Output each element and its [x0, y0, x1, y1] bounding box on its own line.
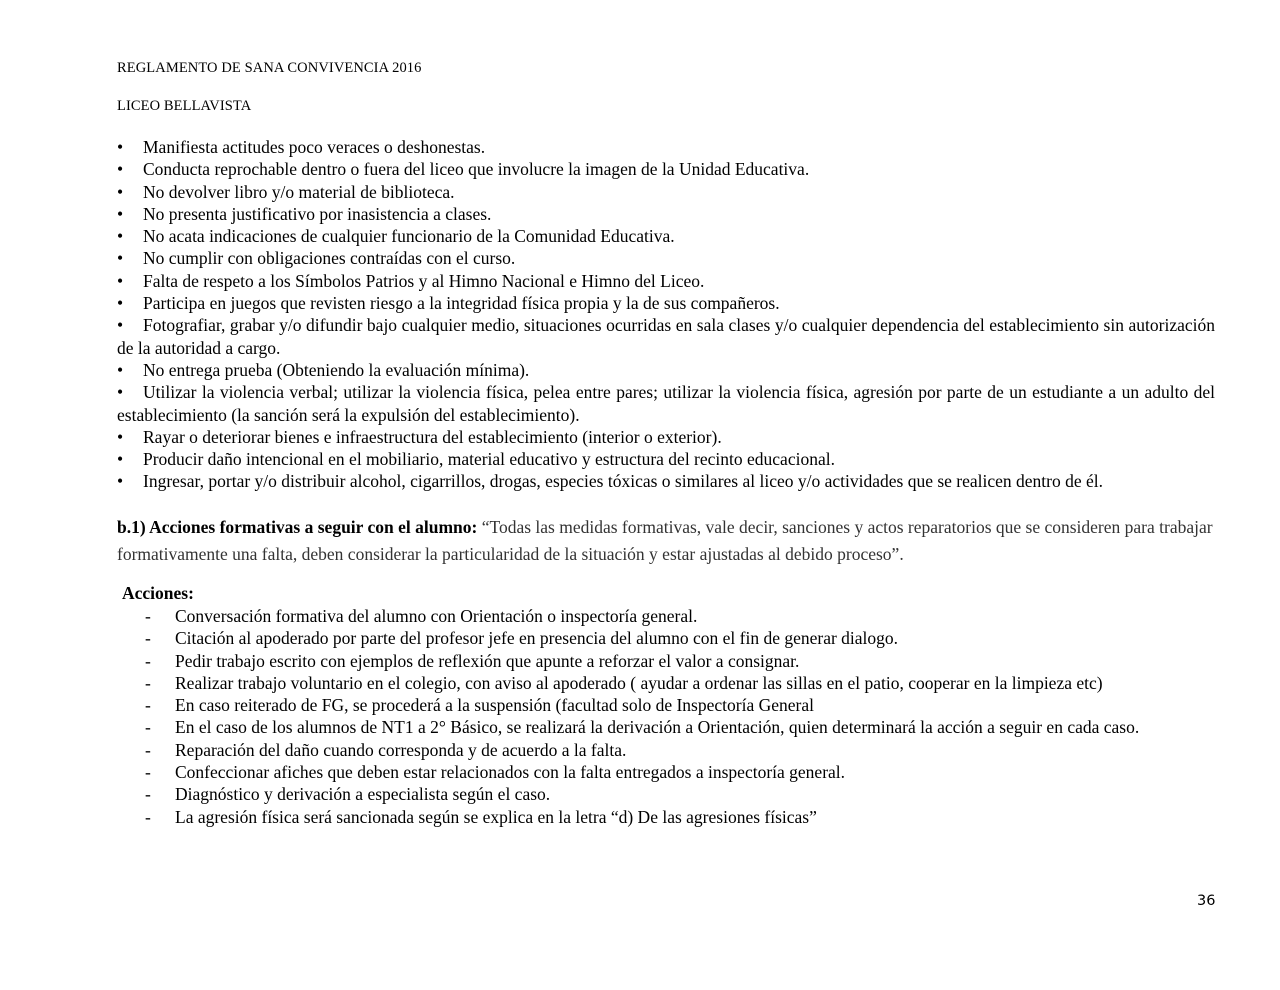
section-b1-quote: “Todas las medidas formativas, vale decir, sanciones y actos reparatorios que se consideren para trabajar formativamente una falta, deben considerar la particularidad de la situación y estar ajustadas al debido proceso”. — [117, 517, 1213, 564]
dash-icon: - — [145, 784, 151, 805]
list-item: - Reparación del daño cuando corresponda y de acuerdo a la falta. — [145, 739, 627, 760]
bullet-icon: • — [117, 426, 124, 447]
list-item: • Conducta reprochable dentro o fuera del liceo que involucre la imagen de la Unidad Educativa. — [117, 159, 810, 180]
list-item: • No entrega prueba (Obteniendo la evaluación mínima). — [117, 359, 530, 380]
bullet-icon: • — [117, 449, 124, 470]
document-header-school: LICEO BELLAVISTA — [117, 98, 252, 114]
bullet-icon: • — [117, 293, 124, 314]
list-item: • Falta de respeto a los Símbolos Patrios y al Himno Nacional e Himno del Liceo. — [117, 270, 705, 291]
bullet-icon: • — [117, 226, 124, 247]
list-item: - Citación al apoderado por parte del profesor jefe en presencia del alumno con el fin de generar dialogo. — [145, 628, 899, 649]
list-item: • Utilizar la violencia verbal; utilizar la violencia física, pelea entre pares; utilizar la violencia física, agresión por parte de un estudiante a un adulto del establecimiento (la sanción será la expulsión del establecimiento). — [117, 382, 1215, 425]
list-item: • No devolver libro y/o material de biblioteca. — [117, 181, 455, 202]
list-item: - Diagnóstico y derivación a especialista según el caso. — [145, 784, 551, 805]
bullet-icon: • — [117, 203, 124, 224]
document-header-title: REGLAMENTO DE SANA CONVIVENCIA 2016 — [117, 60, 422, 76]
list-item: - Conversación formativa del alumno con Orientación o inspectoría general. — [145, 606, 698, 626]
dash-icon: - — [145, 695, 151, 716]
list-item: - La agresión física será sancionada según se explica en la letra “d) De las agresiones físicas” — [145, 806, 817, 827]
bullet-icon: • — [117, 248, 124, 269]
bullet-icon: • — [117, 181, 124, 202]
list-item: - Confeccionar afiches que deben estar relacionados con la falta entregados a inspectoría general. — [145, 762, 846, 783]
dash-icon: - — [145, 806, 151, 827]
list-item: - En el caso de los alumnos de NT1 a 2° Básico, se realizará la derivación a Orientación, quien determinará la acción a seguir en cada caso. — [145, 717, 1140, 738]
dash-icon: - — [145, 739, 151, 760]
section-b1-title: b.1) Acciones formativas a seguir con el alumno: — [117, 517, 478, 537]
list-item: • Producir daño intencional en el mobiliario, material educativo y estructura del recinto educacional. — [117, 449, 835, 470]
list-item: - En caso reiterado de FG, se procederá a la suspensión (facultad solo de Inspectoría General — [145, 695, 814, 716]
page-number: 36 — [1197, 893, 1216, 909]
list-item: • No cumplir con obligaciones contraídas con el curso. — [117, 248, 516, 269]
section-b1-paragraph — [117, 514, 1215, 568]
bullet-icon: • — [117, 471, 124, 492]
list-item: - Pedir trabajo escrito con ejemplos de reflexión que apunte a reforzar el valor a consignar. — [145, 650, 800, 671]
bullet-icon: • — [117, 159, 124, 180]
bullet-icon: • — [117, 270, 124, 291]
bullet-icon: • — [117, 359, 124, 380]
dash-icon: - — [145, 606, 151, 626]
dash-icon: - — [145, 628, 151, 649]
list-item: • Fotografiar, grabar y/o difundir bajo cualquier medio, situaciones ocurridas en sala clases y/o cualquier dependencia del establecimiento sin autorización de la autoridad a cargo. — [117, 315, 1215, 358]
list-item: • No acata indicaciones de cualquier funcionario de la Comunidad Educativa. — [117, 226, 675, 247]
list-item: • Manifiesta actitudes poco veraces o deshonestas. — [117, 137, 486, 157]
dash-icon: - — [145, 717, 151, 738]
dash-icon: - — [145, 672, 151, 693]
dash-icon: - — [145, 650, 151, 671]
actions-heading: Acciones: — [122, 583, 194, 603]
list-item: • Ingresar, portar y/o distribuir alcohol, cigarrillos, drogas, especies tóxicas o similares al liceo y/o actividades que se realicen dentro de él. — [117, 471, 1104, 492]
bullet-icon: • — [117, 137, 124, 157]
dash-icon: - — [145, 762, 151, 783]
bullet-icon: • — [117, 382, 124, 403]
list-item: • No presenta justificativo por inasistencia a clases. — [117, 203, 492, 224]
actions-list — [145, 605, 1215, 828]
bullet-icon: • — [117, 315, 124, 336]
faults-list — [117, 136, 1215, 493]
list-item: • Rayar o deteriorar bienes e infraestructura del establecimiento (interior o exterior). — [117, 426, 722, 447]
list-item: • Participa en juegos que revisten riesgo a la integridad física propia y la de sus compañeros. — [117, 293, 780, 314]
list-item: - Realizar trabajo voluntario en el colegio, con aviso al apoderado ( ayudar a ordenar las sillas en el patio, cooperar en la limpieza etc) — [145, 672, 1103, 693]
